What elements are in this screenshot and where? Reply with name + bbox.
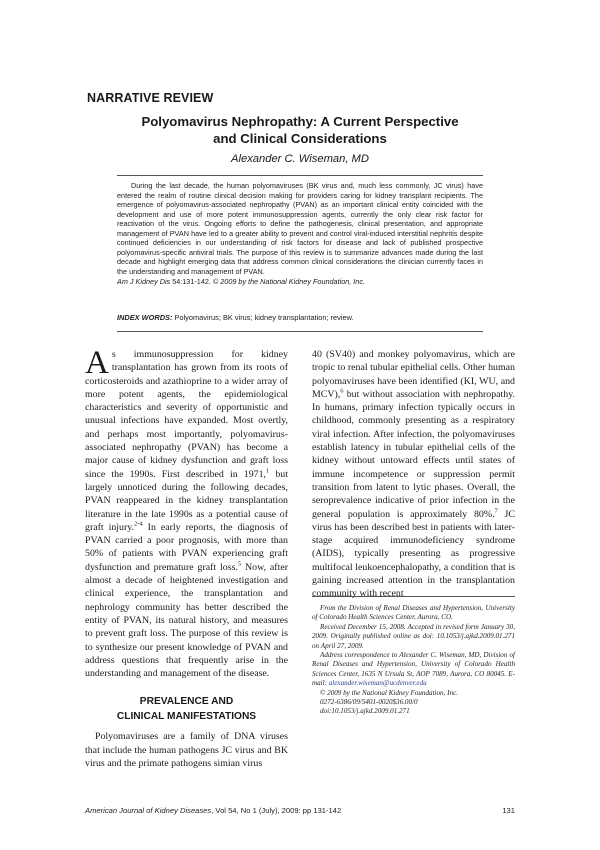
title-line-1: Polyomavirus Nephropathy: A Current Perspective — [141, 114, 459, 129]
section-heading-line-2: CLINICAL MANIFESTATIONS — [116, 711, 257, 723]
body-column-left — [85, 345, 288, 770]
reference-5[interactable]: 5 — [237, 560, 242, 568]
page-number: 131 — [502, 806, 515, 815]
citation-journal: Am J Kidney Dis — [117, 277, 171, 287]
right-text-3: JC virus has been described best in patients with later-stage acquired immunodeficiency syndrome (AIDS), typically presenting as progressive multifocal leukoencephalopathy, a condition that is gaining increased attention in the transplantation community with recent — [312, 508, 515, 600]
reference-2-4[interactable]: 2-4 — [134, 520, 143, 528]
article-title — [100, 113, 500, 147]
footnotes — [312, 604, 515, 717]
citation — [117, 277, 483, 287]
index-words — [117, 313, 483, 322]
body-column-right — [312, 348, 515, 601]
citation-copyright: © 2009 by the National Kidney Foundation, Inc. — [212, 277, 365, 287]
footnote-affiliation: From the Division of Renal Diseases and Hypertension, University of Colorado Health Sciences Center, Aurora, CO. — [312, 604, 515, 622]
prevalence-paragraph: Polyomaviruses are a family of DNA viruses that include the human pathogens JC virus and BK virus and the primate pathogens simian virus — [85, 731, 288, 770]
intro-text-1: s immunosuppression for kidney transplantation has grown from its roots of corticosteroids and azathioprine to a wider array of more potent agents, the epidemiological characteristics and severity of opportunistic and unusual infections have expanded. Most overtly, and perhaps most importantly, polyomavirus-associated nephropathy (PVAN) has become a major cause of kidney dysfunction and graft loss since the 1990s. First described in 1971, — [85, 349, 288, 480]
right-text-2: but without association with nephropathy. In humans, primary infection typically occurs in childhood, commonly presenting as a respiratory viral infection. After infection, the polyomaviruses establish latency in tubular epithelial cells of the kidney without untoward effects until states of immune incompetence or suppression permit transition from latent to lytic phases. Overall, the seroprevalence indicative of prior infection in the general population is approximately 80%. — [312, 388, 515, 520]
intro-text-4: Now, after almost a decade of heightened investigation and clinical experience, the transplantation and nephrology community has better described the entity of PVAN, its natural history, and measures to prevent graft loss. The purpose of this review is to synthesize our present knowledge of PVAN and address questions that frequently arise in the understanding and management of the disease. — [85, 561, 288, 680]
drop-cap: A — [85, 345, 109, 381]
right-text-1: 40 (SV40) and monkey polyomavirus, which are tropic to renal tubular epithelial cells. Other human polyomaviruses have been identified (KI, WU, and MCV), — [312, 349, 515, 400]
author-name: Alexander C. Wiseman, MD — [231, 153, 369, 165]
footnote-doi: doi:10.1053/j.ajkd.2009.01.271 — [320, 707, 410, 716]
section-heading-line-1: PREVALENCE AND — [139, 696, 234, 708]
index-words-label: INDEX WORDS: — [117, 313, 173, 322]
reference-1[interactable]: 1 — [266, 467, 270, 475]
abstract-top-rule — [117, 175, 483, 176]
footnote-issn: 0272-6386/09/5401-0020$36.00/0 — [320, 698, 418, 707]
abstract — [117, 181, 483, 287]
intro-paragraph — [85, 345, 288, 680]
footnote-correspondence — [312, 651, 515, 689]
index-words-list: Polyomavirus; BK virus; kidney transplantation; review. — [172, 313, 354, 322]
title-line-2: and Clinical Considerations — [213, 131, 387, 146]
reference-7[interactable]: 7 — [494, 507, 498, 515]
footnote-received: Received December 15, 2008. Accepted in revised form January 30, 2009. Originally published online as doi: 10.1053/j.ajkd.2009.01.271 on April 27, 2009. — [312, 622, 515, 650]
section-label: NARRATIVE REVIEW — [87, 91, 214, 105]
footer-journal-name: American Journal of Kidney Diseases — [85, 806, 212, 815]
reference-6[interactable]: 6 — [340, 387, 344, 395]
abstract-bottom-rule — [117, 331, 483, 332]
email-link[interactable]: alexander.wiseman@ucdenver.edu — [328, 679, 427, 688]
citation-ref: 54:131-142. — [170, 277, 213, 287]
footer-journal — [85, 806, 341, 815]
abstract-text: During the last decade, the human polyomaviruses (BK virus and, much less commonly, JC virus) have entered the realm of routine clinical decision making for providers caring for kidney transplant recipients. The emergence of polyomavirus-associated nephropathy (PVAN) as an important clinical entity coincided with the development and use of more potent immunosuppression agents, currently the only clear risk factor for reactivation of the virus. Ongoing efforts to define the pathogenesis, clinical presentation, and appropriate management of PVAN have led to a greater ability to prevent and control viral-induced interstitial nephritis despite continued deficiencies in our understanding of risk factors for disease and lack of published prospective polyomavirus-specific antiviral trials. The purpose of this review is to summarize advances made during the last decade and highlight emerging data that address common clinical considerations the clinician currently faces in the understanding and management of PVAN. — [117, 181, 483, 276]
intro-text-2: but largely unnoticed during the following decades, PVAN reappeared in the kidney transplantation literature in the late 1990s as a potential cause of graft injury. — [85, 468, 288, 533]
footnote-address: Address correspondence to Alexander C. Wiseman, MD, Division of Renal Diseases and Hypertension, University of Colorado Health Sciences Center, 1635 N Ursula St, AOP 7089, Aurora, CO 80045. E-mail: — [312, 651, 515, 688]
footer-journal-details: , Vol 54, No 1 (July), 2009: pp 131-142 — [211, 806, 342, 815]
prevalence-continued — [312, 348, 515, 601]
footnote-copyright: © 2009 by the National Kidney Foundation, Inc. — [320, 688, 458, 697]
footnote-rule — [312, 596, 515, 597]
section-heading — [85, 694, 288, 724]
intro-text-3: In early reports, the diagnosis of PVAN carried a poor prognosis, with more than 50% of patients with PVAN experiencing graft dysfunction and premature graft loss. — [85, 521, 288, 573]
